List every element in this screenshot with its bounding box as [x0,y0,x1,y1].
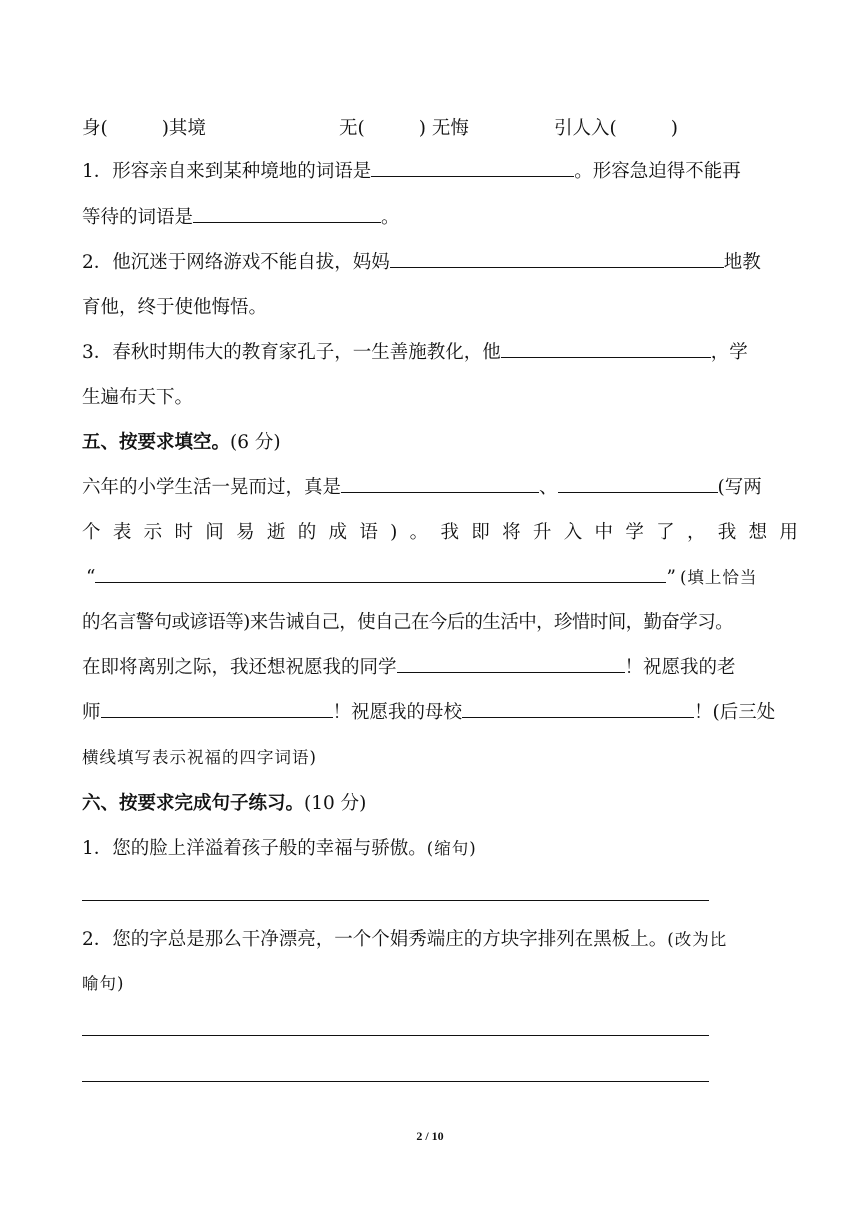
s5-line-2-char: ， [686,522,706,543]
q1-answer-blank-2[interactable] [193,207,381,223]
s5-line-1 [82,477,798,499]
q1-line-2 [82,207,798,229]
s5-line-6 [82,702,798,724]
s5-text-6c: ！(后三处 [694,702,776,723]
idiom-1 [82,118,206,140]
s5-quote-blank[interactable] [95,567,666,583]
q3-text: 3．春秋时期伟大的教育家孔子，一生善施教化，他 [82,342,501,363]
s5-note-2: (填上恰当 [679,568,758,587]
idiom-1-prefix: 身( [82,118,108,139]
q2-line-1 [82,252,798,274]
s5-text-6: 师 [82,702,101,723]
s5-text-4: 的名言警句或谚语等)来告诫自己，使自己在今后的生活中，珍惜时间，勤奋学习。 [82,612,734,633]
s5-line-2-char: 语 [359,522,378,543]
s5-text-5: 在即将离别之际，我还想祝愿我的同学 [82,657,397,678]
s5-text-5b: ！祝愿我的老 [624,657,736,678]
idiom-2 [339,118,469,140]
q1-text-2: 等待的词语是 [82,207,194,228]
s5-text-7: 横线填写表示祝福的四字词语) [82,748,317,767]
s6-q2-answer-line-1[interactable] [82,1035,709,1036]
s5-line-4 [82,612,798,634]
q1-text: 1．形容亲自来到某种境地的词语是 [82,161,372,182]
s5-line-2 [82,522,798,544]
section-6-heading [82,793,798,815]
s5-line-2-char: 易 [236,522,255,543]
s5-line-2-char: 我 [440,522,459,543]
idiom-1-suffix: )其境 [161,118,206,139]
s6-q2-note: (改为比 [667,930,728,949]
s5-line-2-char: 学 [625,522,644,543]
s6-q2-line-2 [82,974,798,994]
s5-line-2-char: 成 [328,522,348,543]
s5-line-2-char: 。 [409,522,429,543]
q3-text-2: 生遍布天下。 [82,387,194,408]
idiom-2-prefix: 无( [339,118,365,139]
s5-line-5 [82,657,798,679]
q1-answer-blank-1[interactable] [371,161,574,177]
section-5-score: (6 分) [230,432,281,453]
s5-wish-school-blank[interactable] [462,702,694,718]
s5-line-2-char: 个 [82,522,101,543]
s5-line-2-char: 入 [563,522,583,543]
s5-line-2-char: 的 [297,522,317,543]
s5-line-2-char: 想 [748,522,768,543]
s5-line-2-char: 中 [594,522,614,543]
s5-close-quote: ” [666,567,676,588]
s6-q1-note: (缩句) [426,839,477,858]
q2-text-2: 育他，终于使他悔悟。 [82,297,268,318]
page-number: 2 / 10 [416,1129,444,1143]
s6-q2-answer-line-2[interactable] [82,1081,709,1082]
s5-line-2-char: ) [390,522,398,543]
s5-line-3 [82,567,798,589]
s5-line-2-char: 用 [779,522,798,543]
s5-wish-teacher-blank[interactable] [101,702,333,718]
section-5-title: 五、按要求填空。 [82,432,231,453]
s5-line-2-char: 将 [502,522,521,543]
q2-line-2 [82,297,798,319]
s5-line-2-char: 升 [532,522,552,543]
idiom-3-suffix: ) [670,118,678,139]
s5-separator: 、 [539,477,558,498]
q3-line-2 [82,387,798,409]
s5-open-quote: “ [86,567,96,588]
s5-idiom-blank-2[interactable] [558,477,718,493]
s5-line-2-char: 表 [112,522,132,543]
s5-text-6b: ！祝愿我的母校 [332,702,463,723]
idiom-3 [554,118,678,140]
idiom-3-prefix: 引人入( [554,118,617,139]
q2-text-cont: 地教 [723,252,761,273]
q3-answer-blank[interactable] [501,342,711,358]
s5-line-7 [82,748,798,768]
idiom-2-suffix: ) 无悔 [418,118,469,139]
q2-text: 2．他沉迷于网络游戏不能自拔，妈妈 [82,252,390,273]
q1-line-1 [82,161,798,183]
section-5-heading [82,432,798,454]
section-6-score: (10 分) [304,793,367,814]
q3-text-cont: ，学 [710,342,748,363]
s5-wish-classmate-blank[interactable] [397,657,625,673]
s5-line-2-char: 我 [717,522,737,543]
s6-q2 [82,929,798,951]
s5-line-2-char: 逝 [266,522,286,543]
section-6-title: 六、按要求完成句子练习。 [82,793,305,814]
q1-text-cont: 。形容急迫得不能再 [574,161,741,182]
s5-line-2-char: 即 [471,522,490,543]
s5-line-2-char: 示 [143,522,163,543]
s6-q2-note-2: 喻句) [82,974,125,993]
s6-q1 [82,838,798,860]
q3-line-1 [82,342,798,364]
q2-answer-blank[interactable] [390,252,724,268]
s5-text: 六年的小学生活一晃而过，真是 [82,477,342,498]
q1-text-end: 。 [381,207,400,228]
s5-line-2-char: 时 [174,522,193,543]
s5-line-2-char: 了 [656,522,675,543]
s6-q1-answer-line[interactable] [82,900,709,901]
s5-idiom-blank-1[interactable] [341,477,539,493]
s5-line-2-char: 间 [205,522,224,543]
s5-note: (写两 [717,477,762,498]
s6-q1-text: 1．您的脸上洋溢着孩子般的幸福与骄傲。 [82,838,427,859]
s6-q2-text: 2．您的字总是那么干净漂亮，一个个娟秀端庄的方块字排列在黑板上。 [82,929,668,950]
